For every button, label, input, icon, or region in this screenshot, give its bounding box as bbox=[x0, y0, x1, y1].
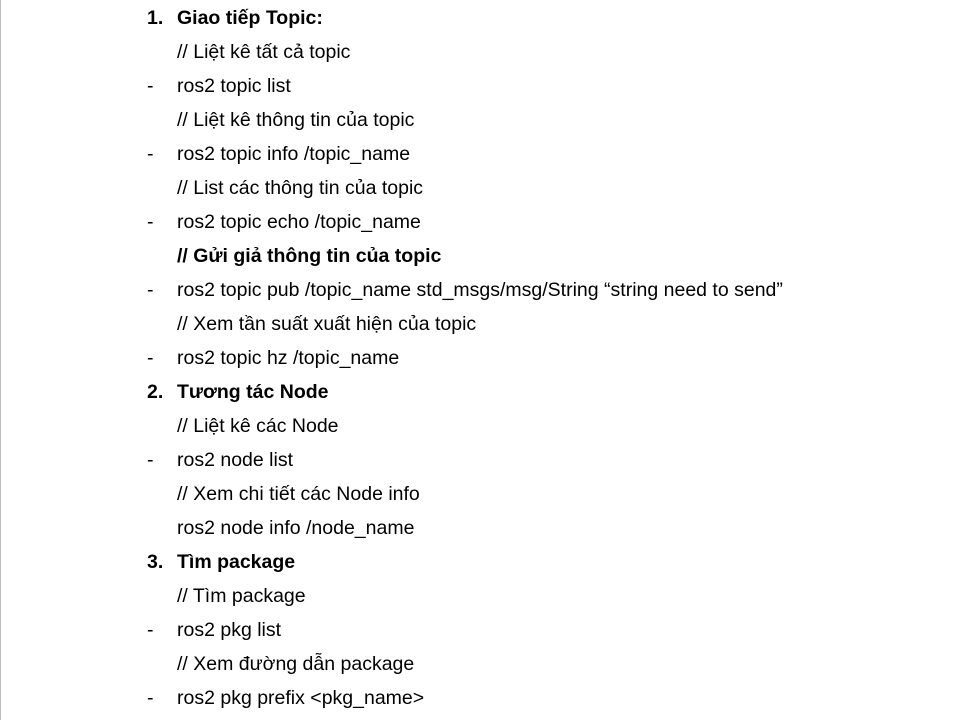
command-text: ros2 pkg prefix <pkg_name> bbox=[177, 687, 425, 709]
dash-bullet: - bbox=[147, 143, 154, 165]
command-text: ros2 topic info /topic_name bbox=[177, 143, 411, 165]
command-line bbox=[0, 511, 975, 545]
comment-text: // Xem tần suất xuất hiện của topic bbox=[177, 313, 477, 335]
command-line bbox=[0, 613, 975, 647]
comment-line bbox=[0, 409, 975, 443]
list-number: 3. bbox=[147, 551, 164, 573]
dash-bullet: - bbox=[147, 279, 154, 301]
command-text: ros2 node list bbox=[177, 449, 293, 471]
comment-text: // Xem chi tiết các Node info bbox=[177, 483, 420, 505]
comment-line bbox=[0, 103, 975, 137]
dash-bullet: - bbox=[147, 449, 154, 471]
comment-text: // Gửi giả thông tin của topic bbox=[177, 245, 442, 267]
command-line bbox=[0, 273, 975, 307]
section-title: Tìm package bbox=[177, 551, 296, 573]
comment-line bbox=[0, 647, 975, 681]
command-text: ros2 topic list bbox=[177, 75, 291, 97]
section-title: Tương tác Node bbox=[177, 381, 329, 403]
dash-bullet: - bbox=[147, 211, 154, 233]
dash-bullet: - bbox=[147, 347, 154, 369]
comment-text: // Liệt kê thông tin của topic bbox=[177, 109, 415, 131]
command-line bbox=[0, 681, 975, 715]
command-text: ros2 node info /node_name bbox=[177, 517, 415, 539]
dash-bullet: - bbox=[147, 75, 154, 97]
comment-text: // Xem đường dẫn package bbox=[177, 653, 415, 675]
comment-text: // Liệt kê tất cả topic bbox=[177, 41, 351, 63]
comment-line bbox=[0, 171, 975, 205]
dash-bullet: - bbox=[147, 619, 154, 641]
comment-text: // Liệt kê các Node bbox=[177, 415, 339, 437]
command-line bbox=[0, 341, 975, 375]
list-number: 2. bbox=[147, 381, 164, 403]
command-line bbox=[0, 205, 975, 239]
comment-line bbox=[0, 307, 975, 341]
section-heading-node bbox=[0, 375, 975, 409]
comment-text: // Tìm package bbox=[177, 585, 306, 607]
command-text: ros2 topic pub /topic_name std_msgs/msg/String “string need to send” bbox=[177, 279, 783, 301]
comment-line bbox=[0, 477, 975, 511]
command-text: ros2 topic hz /topic_name bbox=[177, 347, 400, 369]
command-line bbox=[0, 443, 975, 477]
command-text: ros2 topic echo /topic_name bbox=[177, 211, 421, 233]
command-text: ros2 pkg list bbox=[177, 619, 282, 641]
command-line bbox=[0, 137, 975, 171]
comment-line bbox=[0, 35, 975, 69]
command-line bbox=[0, 69, 975, 103]
section-title: Giao tiếp Topic: bbox=[177, 7, 323, 29]
dash-bullet: - bbox=[147, 687, 154, 709]
section-heading-topic bbox=[0, 1, 975, 35]
comment-line-bold bbox=[0, 239, 975, 273]
section-heading-package bbox=[0, 545, 975, 579]
comment-line bbox=[0, 579, 975, 613]
comment-text: // List các thông tin của topic bbox=[177, 177, 424, 199]
list-number: 1. bbox=[147, 7, 164, 29]
